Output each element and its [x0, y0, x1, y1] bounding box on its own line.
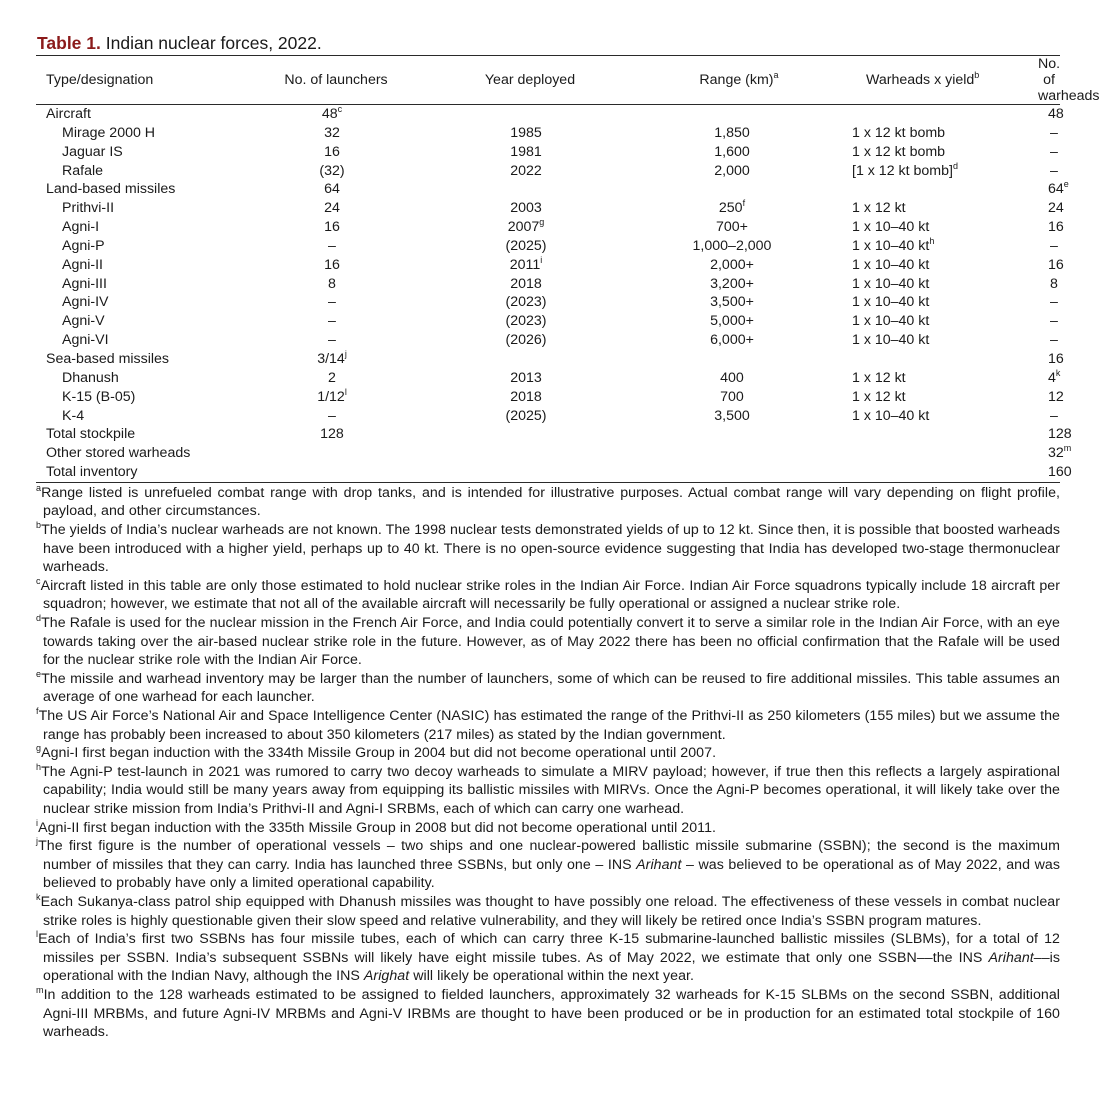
cell-type: Other stored warheads: [46, 445, 191, 462]
footnote-d: $^d$The Rafale is used for the nuclear mission in the French Air Force, and India could potentially convert it to serve a similar role in the Indian Air Force, with an eye towards taking over the air-based nuclear strike role in the future. However, as of May 2022 there has been no official confirmation that the Rafale will be used for the nuclear strike role with the Indian Air Force.: [36, 613, 1060, 669]
cell-type: Rafale: [62, 162, 104, 179]
cell-launchers: 16: [324, 219, 340, 236]
cell-type: Prithvi-II: [62, 200, 115, 217]
cell-launchers: 1/12$^l$: [317, 386, 347, 405]
cell-type: Aircraft: [46, 106, 91, 122]
cell-type: Total inventory: [46, 464, 138, 481]
footnote-j: $^j$The first figure is the number of operational vessels – two ships and one nuclear-powered ballistic missile submarine (SSBN); the second is the maximum number of missiles that they can carry. India has launched three SSBNs, but only one – INS Arihant – was believed to be operational as of May 2022, and was believed to probably have only a limited operational capability.: [36, 836, 1060, 892]
cell-yield: 1 x 10–40 $kt^h$: [852, 235, 935, 254]
table-row: [36, 275, 1060, 294]
table-footnotes: [36, 484, 1060, 1042]
cell-yield: 1 x 10–40 kt: [852, 256, 930, 273]
footnote-h: $^h$The Agni-P test-launch in 2021 was rumored to carry two decoy warheads to simulate a MIRV payload; however, if true then this reflects a largely aspirational capability; India would still be many years away from equipping its ballistic missiles with MIRVs. Once the Agni-P becomes operational, it will likely take over the nuclear strike mission from India’s Prithvi-II and Agni-I SRBMs, each of which can carry one warhead.: [36, 761, 1060, 817]
cell-yield: [818, 350, 1026, 369]
cell-warheads: –: [1050, 407, 1058, 424]
cell-year: [406, 180, 646, 199]
cell-year: [406, 105, 646, 124]
cell-type: Agni-V: [62, 313, 105, 330]
cell-yield: [1 x 12 kt bomb]$^d$: [852, 160, 958, 179]
cell-range: 400: [720, 369, 744, 386]
footnote-g: $^g$Agni-I first began induction with the 334th Missile Group in 2004 but did not become operational until 2007.: [36, 743, 717, 762]
footnote-c: $^c$Aircraft listed in this table are only those estimated to hold nuclear strike roles in the Indian Air Force. Indian Air Force squadrons typically include 18 aircraft per squadron; however, we estimate that not all of the available aircraft will necessarily be fully operational or assigned a nuclear strike role.: [36, 575, 1060, 613]
cell-year: 2007$^g$: [507, 217, 545, 236]
table-caption: [37, 32, 1060, 54]
cell-warheads: 12: [1048, 388, 1064, 405]
cell-range: 2,000: [714, 162, 750, 179]
table-label: Table 1.: [37, 33, 101, 53]
footnote-i: $^i$Agni-II first began induction with the 335th Missile Group in 2008 but did not become operational until 2011.: [36, 817, 716, 836]
cell-launchers: 3/14$^j$: [317, 348, 347, 367]
cell-type: Agni-II: [62, 256, 104, 273]
cell-range: 250$^f$: [718, 198, 746, 217]
cell-warheads: 24: [1048, 200, 1064, 217]
cell-yield: 1 x 10–40 kt: [852, 313, 930, 330]
cell-launchers: –: [328, 237, 336, 254]
footnote-a: $^a$Range listed is unrefueled combat range with drop tanks, and is intended for illustrative purposes. Actual combat range will vary depending on flight profile, payload, and other circumstances.: [36, 482, 1060, 520]
cell-launchers: 48$^c$: [321, 104, 343, 122]
cell-yield: [818, 463, 1026, 482]
cell-range: 2,000+: [710, 256, 754, 273]
cell-warheads: 64e: [1048, 179, 1069, 198]
table-row: [36, 463, 1060, 482]
cell-year: 2003: [510, 200, 542, 217]
cell-range: 700: [720, 388, 744, 405]
table-row: [36, 105, 1060, 124]
cell-launchers: [258, 463, 406, 482]
cell-range: [646, 463, 818, 482]
cell-type: Agni-IV: [62, 294, 109, 311]
cell-launchers: 128: [320, 426, 344, 443]
footnote-marker: e: [1063, 179, 1069, 190]
table-title: Indian nuclear forces, 2022.: [105, 33, 322, 53]
cell-range: [646, 180, 818, 199]
cell-launchers: [258, 444, 406, 463]
cell-warheads: –: [1050, 237, 1058, 254]
cell-year: (2025): [505, 407, 547, 424]
table-row: [36, 237, 1060, 256]
cell-type: Jaguar IS: [62, 143, 123, 160]
cell-warheads: 160: [1048, 464, 1072, 481]
cell-warheads: 16: [1048, 256, 1064, 273]
cell-year: [406, 463, 646, 482]
cell-launchers: 8: [328, 275, 336, 292]
footnote-marker: f: [742, 198, 746, 209]
cell-yield: 1 x 12 kt bomb: [852, 143, 946, 160]
cell-range: [646, 105, 818, 124]
cell-range: 3,500+: [710, 294, 754, 311]
table-row: [36, 425, 1060, 444]
cell-yield: [818, 180, 1026, 199]
cell-range: [646, 350, 818, 369]
footnote-marker: i: [540, 254, 543, 265]
cell-yield: 1 x 10–40 kt: [852, 275, 930, 292]
cell-warheads: –: [1050, 143, 1058, 160]
table-row: [36, 331, 1060, 350]
cell-warheads: 48: [1048, 106, 1064, 122]
cell-yield: 1 x 10–40 kt: [852, 294, 930, 311]
table-row: [36, 180, 1060, 199]
table-row: [36, 312, 1060, 331]
col-header-type: Type/designation: [46, 72, 154, 88]
footnote-k: $^k$Each Sukanya-class patrol ship equipped with Dhanush missiles was thought to have possibly one reload. The effectiveness of these vessels in combat nuclear strike roles is highly questionable given their slow speed and relative vulnerability, and they will likely be retired once India’s SSBN program matures.: [36, 891, 1060, 929]
footnote-m: $^m$In addition to the 128 warheads estimated to be assigned to fielded launchers, approximately 32 warheads for K-15 SLBMs on the second SSBN, additional Agni-III MRBMs, and future Agni-IV MRBMs and Agni-V IRBMs are thought to have been produced or be in production for an estimated total stockpile of 160 warheads.: [36, 984, 1060, 1041]
cell-type: Dhanush: [62, 369, 119, 386]
table-body: [36, 104, 1072, 482]
cell-yield: 1 x 12 kt: [852, 200, 906, 217]
cell-yield: 1 x 12 kt: [852, 369, 906, 386]
table-row: [36, 293, 1060, 312]
table-row: [36, 369, 1060, 388]
footnote-e: $^e$The missile and warhead inventory may be larger than the number of launchers, some of which can be reused to fire additional missiles. This table assumes an average of one warhead for each launcher.: [36, 668, 1060, 706]
footnote-marker: h: [929, 235, 935, 246]
footnote-marker: d: [952, 160, 958, 171]
cell-warheads: –: [1050, 162, 1058, 179]
cell-launchers: –: [328, 332, 336, 349]
footnote-b: $^b$The yields of India’s nuclear warheads are not known. The 1998 nuclear tests demonstrated yields of up to 12 kt. Since then, it is possible that boosted warheads have been introduced with a higher yield, perhaps up to 40 kt. There is no open-source evidence suggesting that India has developed two-stage thermonuclear warheads.: [36, 520, 1060, 576]
table-row: [36, 444, 1060, 463]
cell-launchers: (32): [319, 162, 345, 179]
cell-year: 2018: [510, 388, 542, 405]
table-row: [36, 256, 1060, 275]
cell-type: K-4: [62, 407, 85, 424]
footnote-marker: l: [344, 386, 347, 397]
footnote-marker: j: [344, 348, 347, 359]
cell-type: Agni-I: [62, 219, 100, 236]
cell-launchers: 16: [324, 256, 340, 273]
cell-warheads: 16: [1048, 219, 1064, 236]
cell-type: Land-based missiles: [46, 181, 176, 198]
nuclear-forces-table: [36, 56, 1100, 482]
col-header-warheads: No. of warheads: [1038, 56, 1100, 104]
table-row: [36, 124, 1060, 143]
cell-yield: 1 x 12 kt bomb: [852, 124, 946, 141]
cell-year: 1985: [510, 124, 542, 141]
cell-year: 1981: [510, 143, 542, 160]
cell-launchers: 64: [324, 181, 340, 198]
cell-range: [646, 425, 818, 444]
cell-range: 1,600: [714, 143, 750, 160]
cell-yield: [818, 425, 1026, 444]
col-header-range: Range (km)$^a$: [699, 70, 779, 88]
cell-range: [646, 444, 818, 463]
cell-type: Agni-P: [62, 237, 105, 254]
cell-year: 2013: [510, 369, 542, 386]
cell-year: 2011$^i$: [509, 254, 543, 273]
cell-range: 3,200+: [710, 275, 754, 292]
cell-range: 5,000+: [710, 313, 754, 330]
cell-yield: 1 x 10–40 kt: [852, 407, 930, 424]
cell-launchers: 2: [328, 369, 336, 386]
table-figure: [36, 32, 1100, 1042]
col-header-launchers: No. of launchers: [284, 72, 388, 88]
table-row: [36, 388, 1060, 407]
footnote-l: $^l$Each of India’s first two SSBNs has four missile tubes, each of which can carry three K-15 submarine-launched ballistic missiles (SLBMs), for a total of 12 missiles per SSBN. India’s subsequent SSBNs will likely have eight missile tubes. As of May 2022, we estimate that only one SSBN––the INS Arihant––is operational with the Indian Navy, although the INS Arighat will likely be operational within the next year.: [36, 929, 1060, 985]
cell-launchers: 32: [324, 124, 340, 141]
cell-yield: 1 x 10–40 kt: [852, 219, 930, 236]
cell-year: [406, 425, 646, 444]
cell-type: Sea-based missiles: [46, 350, 170, 367]
cell-yield: 1 x 10–40 kt: [852, 332, 930, 349]
cell-yield: [818, 444, 1026, 463]
cell-year: 2018: [510, 275, 542, 292]
cell-year: (2026): [505, 332, 547, 349]
cell-warheads: 32$^m$: [1048, 443, 1072, 462]
table-row: [36, 143, 1060, 162]
cell-year: (2023): [505, 294, 547, 311]
cell-yield: 1 x 12 kt: [852, 388, 906, 405]
cell-type: Total stockpile: [46, 426, 136, 443]
footnote-marker: c: [337, 104, 343, 114]
col-header-year: Year deployed: [484, 72, 576, 88]
footnote-marker: k: [1055, 367, 1061, 378]
table-row: [36, 199, 1060, 218]
cell-year: (2025): [505, 237, 547, 254]
cell-year: [406, 444, 646, 463]
cell-type: Agni-VI: [62, 332, 109, 349]
cell-year: 2022: [510, 162, 542, 179]
cell-warheads: –: [1050, 294, 1058, 311]
cell-yield: [818, 105, 1026, 124]
cell-launchers: –: [328, 407, 336, 424]
table-row: [36, 218, 1060, 237]
cell-range: 3,500: [714, 407, 750, 424]
bottom-rule: [36, 482, 1060, 483]
cell-range: 6,000+: [710, 332, 754, 349]
cell-year: (2023): [505, 313, 547, 330]
cell-warheads: 16: [1048, 350, 1064, 367]
cell-launchers: –: [328, 313, 336, 330]
col-header-yield: Warheads x yield$^b$: [866, 70, 980, 88]
cell-type: Agni-III: [62, 275, 107, 292]
footnote-marker: g: [539, 217, 545, 228]
cell-launchers: –: [328, 294, 336, 311]
cell-warheads: 4$^k$: [1048, 367, 1061, 386]
cell-warheads: 128: [1048, 426, 1072, 443]
cell-warheads: –: [1050, 313, 1058, 330]
cell-warheads: –: [1050, 332, 1058, 349]
cell-type: K-15 (B-05): [62, 388, 136, 405]
footnote-f: $^f$The US Air Force’s National Air and Space Intelligence Center (NASIC) has estimated the range of the Prithvi-II as 250 kilometers (155 miles) but we assume the range has probably been increased to about 350 kilometers (217 miles) as stated by the Indian government.: [36, 706, 1060, 743]
table-row: [36, 162, 1060, 181]
cell-year: [406, 350, 646, 369]
cell-range: 1,000–2,000: [692, 237, 772, 254]
cell-type: Mirage 2000 H: [62, 124, 156, 141]
cell-range: 700+: [716, 219, 748, 236]
table-row: [36, 407, 1060, 426]
cell-launchers: 24: [324, 200, 340, 217]
footnote-marker: m: [1063, 443, 1072, 454]
cell-warheads: –: [1050, 124, 1058, 141]
table-row: [36, 350, 1060, 369]
header-row: [36, 56, 1060, 104]
cell-range: 1,850: [714, 124, 750, 141]
cell-launchers: 16: [324, 143, 340, 160]
cell-warheads: 8: [1050, 275, 1058, 292]
